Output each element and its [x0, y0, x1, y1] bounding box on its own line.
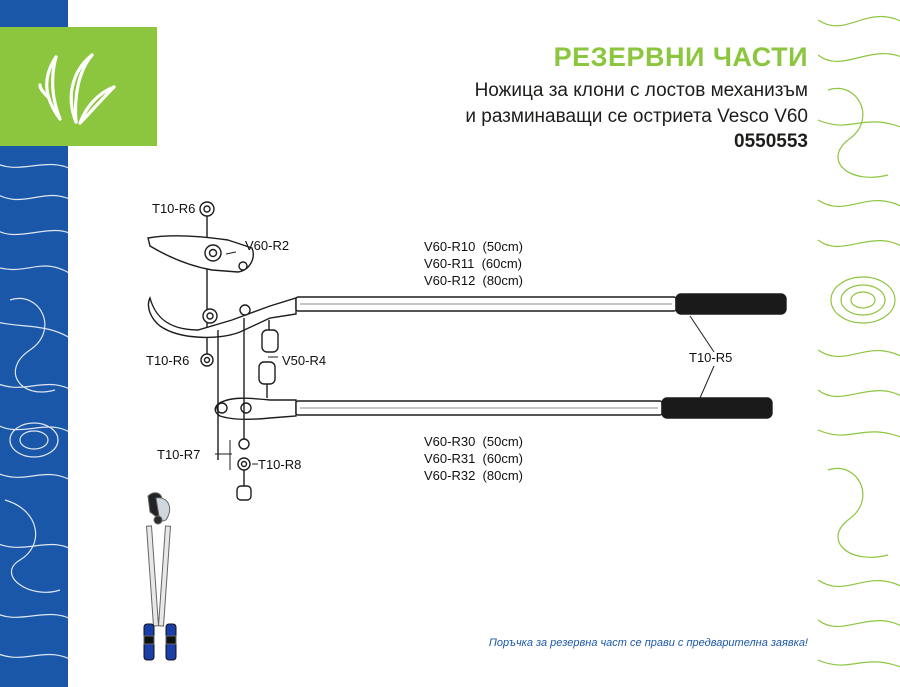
upper-grip — [676, 294, 786, 314]
product-photo — [110, 488, 220, 668]
label-t10-r5: T10-R5 — [689, 350, 733, 365]
product-name-line-2: и разминаващи се остриета Vesco V60 — [465, 106, 808, 127]
bolt-top-icon — [200, 202, 214, 216]
label-v60-r31: V60-R31 (60cm) — [424, 451, 523, 466]
label-v60-r11: V60-R11 (60cm) — [424, 256, 523, 271]
order-note: Поръчка за резервна част се прави с предварителна заявка! — [488, 637, 808, 649]
label-v60-r32: V60-R32 (80cm) — [424, 468, 523, 483]
label-t10-r6-bottom: T10-R6 — [146, 353, 190, 368]
label-t10-r8: T10-R8 — [258, 457, 302, 472]
bolt-lower-icon — [201, 354, 213, 366]
label-v60-r12: V60-R12 (80cm) — [424, 273, 523, 288]
page-title: РЕЗЕРВНИ ЧАСТИ — [553, 42, 808, 72]
label-v60-r30: V60-R30 (50cm) — [424, 434, 523, 449]
product-name-line-1: Ножица за клони с лостов механизъм — [474, 80, 808, 101]
lower-grip — [662, 398, 772, 418]
label-v60-r2: V60-R2 — [245, 238, 290, 253]
label-t10-r6-top: T10-R6 — [152, 201, 196, 216]
label-v50-r4: V50-R4 — [282, 353, 327, 368]
label-t10-r7: T10-R7 — [157, 447, 201, 462]
product-code: 0550553 — [734, 131, 808, 152]
upper-blade-part — [148, 236, 253, 272]
label-v60-r10: V60-R10 (50cm) — [424, 239, 523, 254]
